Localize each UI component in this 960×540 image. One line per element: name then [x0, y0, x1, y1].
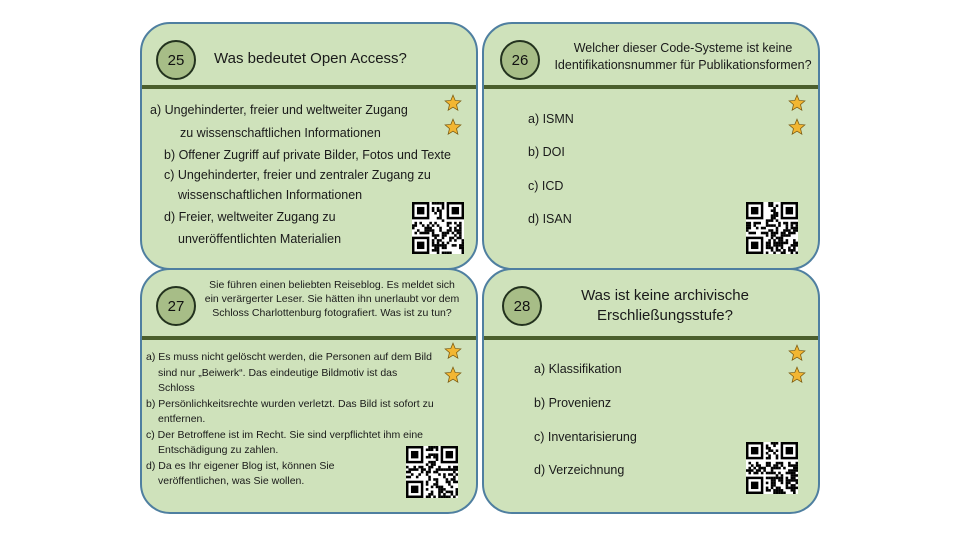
star-icon	[444, 94, 462, 112]
quiz-card-28	[482, 268, 820, 514]
qr-code-icon	[412, 202, 464, 254]
answer-line: d) Da es Ihr eigener Blog ist, können Sie	[146, 459, 335, 472]
card-number-badge: 27	[156, 286, 196, 326]
star-icon	[788, 366, 806, 384]
star-icon	[788, 94, 806, 112]
answer-line: d) ISAN	[528, 212, 572, 226]
answer-line: b) Offener Zugriff auf private Bilder, Fotos und Texte	[164, 148, 451, 162]
divider	[142, 85, 476, 89]
answer-line: Entschädigung zu zahlen.	[158, 444, 279, 456]
answer-line: unveröffentlichten Materialien	[178, 232, 342, 246]
question-text: Was ist keine archivische Erschließungsstufe?	[581, 287, 749, 324]
star-icon	[444, 342, 462, 360]
star-icon	[444, 118, 462, 136]
answer-line: d) Verzeichnung	[534, 463, 625, 477]
answer-line: c) Inventarisierung	[534, 430, 637, 444]
qr-code-icon	[406, 446, 458, 498]
question-text: Welcher dieser Code-Systeme ist keine Identifikationsnummer für Publikationsformen?	[554, 41, 812, 72]
divider	[484, 85, 818, 89]
answer-line: a) ISMN	[528, 112, 574, 126]
star-icon	[788, 344, 806, 362]
question-text: Was bedeutet Open Access?	[214, 50, 407, 67]
answer-line: a) Ungehinderter, freier und weltweiter Zugang	[150, 103, 408, 117]
answer-line: entfernen.	[158, 413, 206, 425]
star-icon	[444, 366, 462, 384]
divider	[484, 336, 818, 340]
question-text: Sie führen einen beliebten Reiseblog. Es meldet sich ein verärgerter Leser. Sie hätten ihn unerlaubt vor dem Schloss Charlottenburg fotografiert. Was ist zu tun?	[204, 279, 460, 319]
answer-line: a) Klassifikation	[534, 362, 622, 376]
answer-line: b) DOI	[528, 145, 565, 159]
card-number-badge: 28	[502, 286, 542, 326]
quiz-card-26	[482, 22, 820, 270]
card-number-badge: 26	[500, 40, 540, 80]
divider	[142, 336, 476, 340]
answer-line: wissenschaftlichen Informationen	[178, 188, 363, 202]
answer-line: sind nur „Beiwerk“. Das eindeutige Bildmotiv ist das	[158, 366, 398, 379]
answer-line: c) Ungehinderter, freier und zentraler Zugang zu	[164, 168, 431, 182]
answer-line: b) Persönlichkeitsrechte wurden verletzt. Das Bild ist sofort zu	[146, 397, 434, 410]
answer-line: c) Der Betroffene ist im Recht. Sie sind verpflichtet ihm eine	[146, 428, 424, 441]
card-number-badge: 25	[156, 40, 196, 80]
answer-line: Schloss	[158, 382, 195, 394]
answer-line: c) ICD	[528, 179, 564, 193]
answer-line: b) Provenienz	[534, 396, 612, 410]
answer-line: zu wissenschaftlichen Informationen	[180, 126, 381, 140]
quiz-card-27	[140, 268, 478, 514]
quiz-card-25	[140, 22, 478, 270]
answer-line: a) Es muss nicht gelöscht werden, die Personen auf dem Bild	[146, 351, 432, 363]
qr-code-icon	[746, 442, 798, 494]
answer-line: veröffentlichen, was Sie wollen.	[158, 475, 305, 487]
star-icon	[788, 118, 806, 136]
qr-code-icon	[746, 202, 798, 254]
answer-line: d) Freier, weltweiter Zugang zu	[164, 210, 336, 224]
